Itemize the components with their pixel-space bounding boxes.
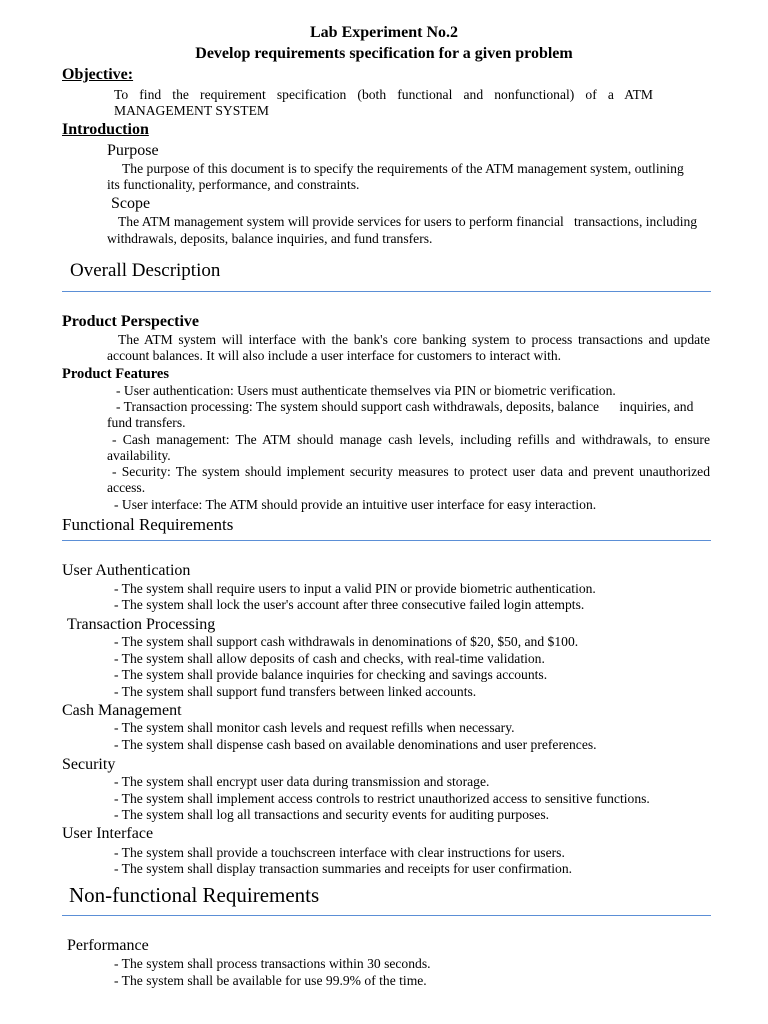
feature-item: - User authentication: Users must authenticate themselves via PIN or biometric verification.: [116, 383, 616, 398]
requirement-item: - The system shall implement access controls to restrict unauthorized access to sensitive functions.: [114, 791, 650, 806]
requirement-item: - The system shall display transaction summaries and receipts for user confirmation.: [114, 861, 573, 876]
introduction-heading: Introduction: [62, 121, 149, 138]
section-divider: [62, 540, 711, 541]
feature-item: - Cash management: The ATM should manage cash levels, including refills and withdrawals, to ensure: [112, 432, 710, 447]
requirement-item: - The system shall log all transactions and security events for auditing purposes.: [114, 807, 550, 822]
section-divider: [62, 291, 711, 292]
page-subtitle: Develop requirements specification for a given problem: [195, 45, 573, 62]
perspective-text-line2: account balances. It will also include a user interface for customers to interact with.: [107, 348, 562, 363]
feature-item-continued: access.: [107, 480, 146, 495]
requirement-item: - The system shall process transactions within 30 seconds.: [114, 956, 431, 971]
objective-text-line2: MANAGEMENT SYSTEM: [114, 103, 269, 118]
feature-item: - Transaction processing: The system should support cash withdrawals, deposits, balance inquiries, and: [116, 399, 694, 414]
page-title: Lab Experiment No.2: [310, 24, 458, 41]
purpose-heading: Purpose: [107, 142, 159, 159]
scope-text-line1: The ATM management system will provide services for users to perform financial transactions, including: [118, 214, 698, 229]
requirement-item: - The system shall be available for use 99.9% of the time.: [114, 973, 427, 988]
requirement-item: - The system shall provide balance inquiries for checking and savings accounts.: [114, 667, 548, 682]
requirement-item: - The system shall require users to input a valid PIN or provide biometric authentication.: [114, 581, 596, 596]
purpose-text-line2: its functionality, performance, and constraints.: [107, 177, 360, 192]
user-authentication-heading: User Authentication: [62, 562, 191, 579]
requirement-item: - The system shall allow deposits of cash and checks, with real-time validation.: [114, 651, 545, 666]
cash-management-heading: Cash Management: [62, 702, 182, 719]
requirement-item: - The system shall support fund transfers between linked accounts.: [114, 684, 477, 699]
feature-item-continued: availability.: [107, 448, 171, 463]
requirement-item: - The system shall monitor cash levels and request refills when necessary.: [114, 720, 515, 735]
objective-heading: Objective:: [62, 66, 134, 83]
security-heading: Security: [62, 756, 116, 773]
requirement-item: - The system shall lock the user's account after three consecutive failed login attempts.: [114, 597, 585, 612]
product-perspective-heading: Product Perspective: [62, 313, 199, 330]
objective-text-line1: To find the requirement specification (both functional and nonfunctional) of a ATM: [114, 87, 653, 102]
purpose-text-line1: The purpose of this document is to specify the requirements of the ATM management system, outlining: [122, 161, 684, 176]
product-features-heading: Product Features: [62, 366, 169, 382]
nonfunctional-requirements-heading: Non-functional Requirements: [69, 883, 320, 907]
requirement-item: - The system shall dispense cash based on available denominations and user preferences.: [114, 737, 597, 752]
requirement-item: - The system shall provide a touchscreen interface with clear instructions for users.: [114, 845, 565, 860]
functional-requirements-heading: Functional Requirements: [62, 515, 234, 534]
perspective-text-line1: The ATM system will interface with the bank's core banking system to process transactions and update: [118, 332, 710, 347]
transaction-processing-heading: Transaction Processing: [67, 616, 216, 633]
feature-item: - Security: The system should implement security measures to protect user data and prevent unauthorized: [112, 464, 710, 479]
section-divider: [62, 915, 711, 916]
requirement-item: - The system shall encrypt user data during transmission and storage.: [114, 774, 490, 789]
performance-heading: Performance: [67, 937, 149, 954]
requirement-item: - The system shall support cash withdrawals in denominations of $20, $50, and $100.: [114, 634, 579, 649]
scope-heading: Scope: [111, 195, 151, 212]
scope-text-line2: withdrawals, deposits, balance inquiries, and fund transfers.: [107, 231, 433, 246]
user-interface-heading: User Interface: [62, 825, 154, 842]
feature-item-continued: fund transfers.: [107, 415, 186, 430]
feature-item: - User interface: The ATM should provide an intuitive user interface for easy interaction.: [114, 497, 597, 512]
overall-description-heading: Overall Description: [70, 260, 221, 281]
